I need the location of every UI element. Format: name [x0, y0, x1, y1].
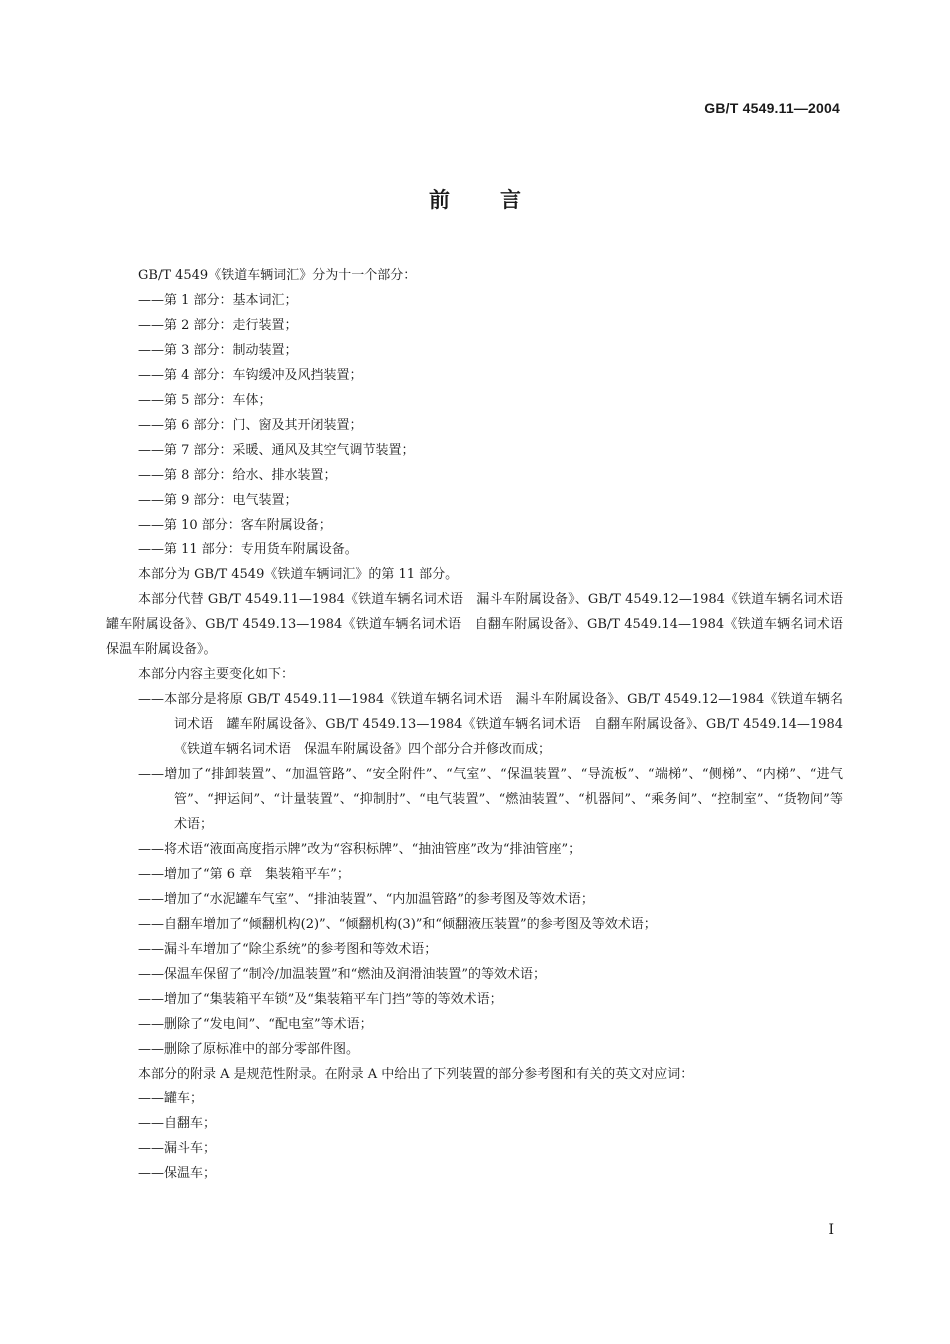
list-item: ——第 2 部分：走行装置； [138, 317, 298, 333]
list-item: ——本部分是将原 GB/T 4549.11—1984《铁道车辆名词术语 漏斗车附属设备》、GB/T 4549.12—1984《铁道车辆名词术语 罐车附属设备》、GB/T 4549.13—1984《铁道车辆名词术语 自翻车附属设备》、GB/T 4549.14—1984《铁道车辆名词术语 保温车附属设备》四个部分合并修改而成； [138, 692, 843, 758]
list-item: ——增加了“集装箱平车锁”及“集装箱平车门挡”等的等效术语； [138, 991, 503, 1007]
page-number: I [828, 1222, 834, 1238]
list-item: ——第 9 部分：电气装置； [138, 492, 298, 508]
list-item: ——将术语“液面高度指示牌”改为“容积标牌”、“抽油管座”改为“排油管座”； [138, 841, 582, 857]
paragraph: 本部分的附录 A 是规范性附录。在附录 A 中给出了下列装置的部分参考图和有关的英文对应词： [138, 1066, 694, 1082]
list-item: ——增加了“排卸装置”、“加温管路”、“安全附件”、“气室”、“保温装置”、“导流板”、“端梯”、“侧梯”、“内梯”、“进气管”、“押运间”、“计量装置”、“抑制肘”、“电气装置”、“燃油装置”、“机器间”、“乘务间”、“控制室”、“货物间”等术语； [138, 767, 843, 832]
paragraph: 本部分为 GB/T 4549《铁道车辆词汇》的第 11 部分。 [138, 567, 459, 583]
list-item: ——第 4 部分：车钩缓冲及风挡装置； [138, 367, 363, 383]
list-item: ——自翻车增加了“倾翻机构(2)”、“倾翻机构(3)”和“倾翻液压装置”的参考图及等效术语； [138, 916, 657, 932]
list-item: ——第 5 部分：车体； [138, 392, 272, 408]
list-item: ——保温车保留了“制冷/加温装置”和“燃油及润滑油装置”的等效术语； [138, 966, 546, 982]
list-item: ——漏斗车； [138, 1141, 217, 1157]
list-item: ——保温车； [138, 1166, 217, 1182]
paragraph: GB/T 4549《铁道车辆词汇》分为十一个部分： [138, 268, 417, 283]
document-body [106, 264, 857, 1187]
list-item: ——删除了原标准中的部分零部件图。 [138, 1041, 360, 1057]
list-item: ——第 11 部分：专用货车附属设备。 [138, 542, 358, 558]
list-item: ——第 3 部分：制动装置； [138, 342, 298, 358]
page-title: 前言 [429, 188, 571, 212]
list-item: ——第 1 部分：基本词汇； [138, 292, 298, 308]
list-item: ——自翻车； [138, 1116, 217, 1132]
standard-code: GB/T 4549.11—2004 [704, 100, 840, 116]
list-item: ——罐车； [138, 1091, 204, 1107]
list-item: ——第 6 部分：门、窗及其开闭装置； [138, 417, 363, 433]
list-item: ——增加了“第 6 章 集装箱平车”； [138, 866, 350, 882]
list-item: ——第 7 部分：采暖、通风及其空气调节装置； [138, 442, 415, 458]
list-item: ——漏斗车增加了“除尘系统”的参考图和等效术语； [138, 941, 438, 957]
paragraph: 本部分代替 GB/T 4549.11—1984《铁道车辆名词术语 漏斗车附属设备》、GB/T 4549.12—1984《铁道车辆名词术语 罐车附属设备》、GB/T 4549.13—1984《铁道车辆名词术语 自翻车附属设备》、GB/T 4549.14—1984《铁道车辆名词术语 保温车附属设备》。 [106, 592, 857, 658]
list-item: ——增加了“水泥罐车气室”、“排油装置”、“内加温管路”的参考图及等效术语； [138, 891, 594, 907]
list-item: ——删除了“发电间”、“配电室”等术语； [138, 1016, 373, 1032]
paragraph: 本部分内容主要变化如下： [138, 667, 295, 683]
list-item: ——第 8 部分：给水、排水装置； [138, 467, 337, 483]
list-item: ——第 10 部分：客车附属设备； [138, 517, 332, 533]
